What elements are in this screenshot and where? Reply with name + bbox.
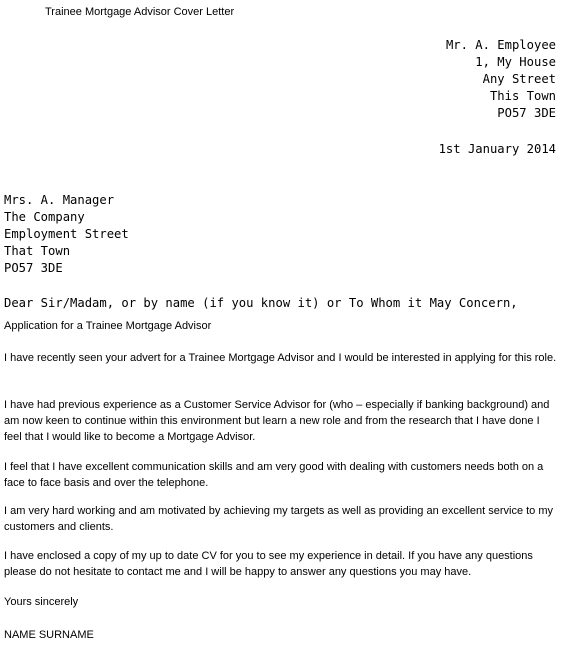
salutation: Dear Sir/Madam, or by name (if you know it) or To Whom it May Concern, [4, 296, 518, 310]
sender-street: Any Street [482, 72, 556, 86]
recipient-postcode: PO57 3DE [4, 261, 63, 275]
subject-line: Application for a Trainee Mortgage Advisor [4, 320, 212, 332]
sender-address [446, 37, 556, 122]
recipient-company: The Company [4, 210, 85, 224]
sender-town: This Town [489, 89, 556, 103]
document-title: Trainee Mortgage Advisor Cover Letter [45, 6, 235, 18]
body-paragraph-5: I have enclosed a copy of my up to date CV for you to see my experience in detail. If you have any questions please do not hesitate to contact me and I will be happy to answer any questions you may have. [4, 550, 533, 578]
signature-name: NAME SURNAME [4, 629, 94, 641]
recipient-address [4, 192, 129, 277]
body-paragraph-3: I feel that I have excellent communication skills and am very good with dealing with customers needs both on a face to face basis and over the telephone. [4, 461, 544, 489]
recipient-town: That Town [4, 244, 71, 258]
letter-date: 1st January 2014 [438, 142, 556, 156]
sender-address-line-1: 1, My House [475, 55, 556, 69]
recipient-street: Employment Street [4, 227, 129, 241]
sender-name: Mr. A. Employee [445, 38, 556, 52]
body-paragraph-1: I have recently seen your advert for a Trainee Mortgage Advisor and I would be interested in applying for this role. [4, 352, 557, 364]
recipient-name: Mrs. A. Manager [4, 193, 115, 207]
closing: Yours sincerely [4, 596, 79, 608]
sender-postcode: PO57 3DE [497, 106, 556, 120]
body-paragraph-4: I am very hard working and am motivated by achieving my targets as well as providing an excellent service to my customers and clients. [4, 505, 554, 533]
body-paragraph-2: I have had previous experience as a Customer Service Advisor for (who – especially if banking background) and am now keen to continue within this environment but learn a new role and from the research that I have done I feel that I would like to become a Mortgage Advisor. [4, 399, 550, 443]
